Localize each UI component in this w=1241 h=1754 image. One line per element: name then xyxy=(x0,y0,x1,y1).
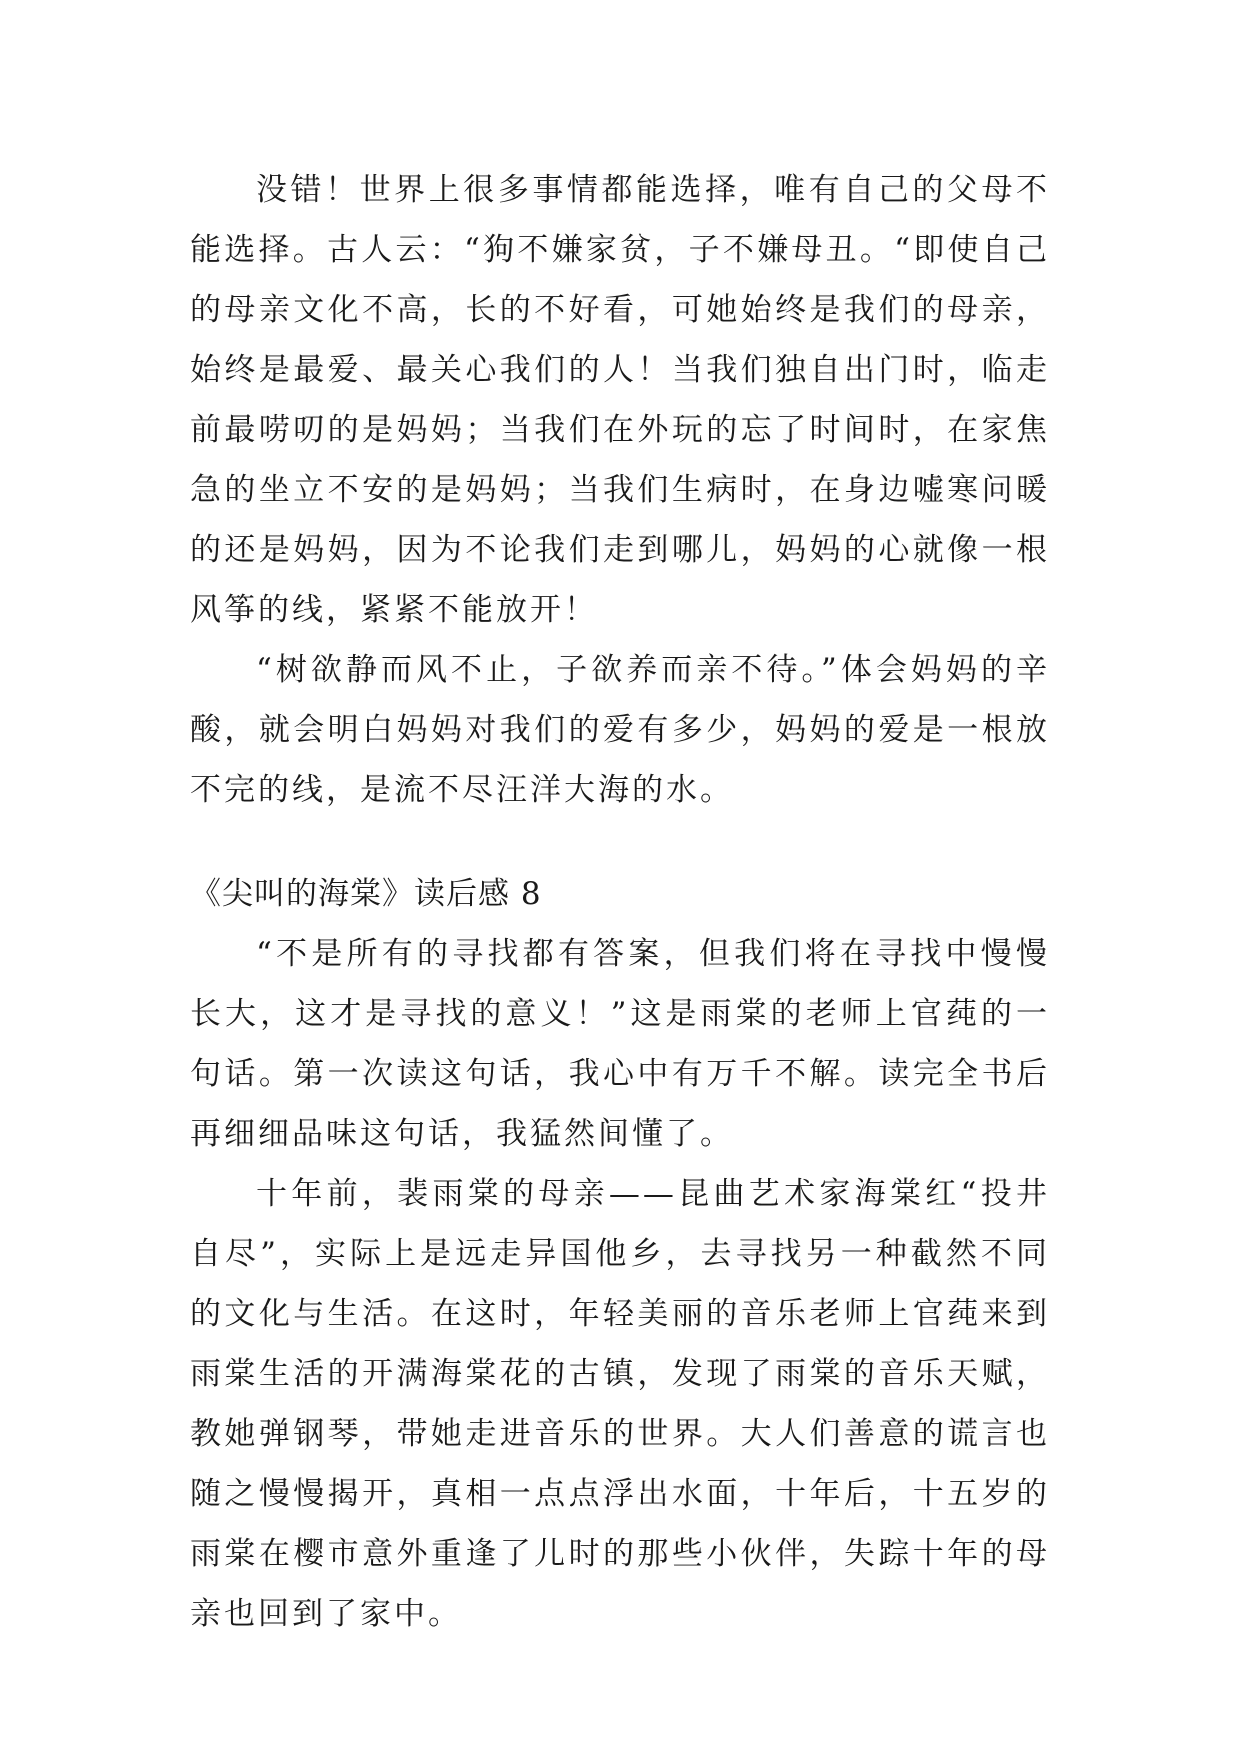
section-title: 《尖叫的海棠》读后感 8 xyxy=(190,876,542,912)
paragraph-ten-years-ago: 十年前，裴雨棠的母亲——昆曲艺术家海棠红“投井自尽”，实际上是远走异国他乡，去寻找另一种截然不同的文化与生活。在这时，年轻美丽的音乐老师上官莼来到雨棠生活的开满海棠花的古镇，发现了雨棠的音乐天赋，教她弹钢琴，带她走进音乐的世界。大人们善意的谎言也随之慢慢揭开，真相一点点浮出水面，十年后，十五岁的雨棠在樱市意外重逢了儿时的那些小伙伴，失踪十年的母亲也回到了家中。 xyxy=(190,1176,1050,1632)
paragraph-searching: “不是所有的寻找都有答案，但我们将在寻找中慢慢长大，这才是寻找的意义！”这是雨棠的老师上官莼的一句话。第一次读这句话，我心中有万千不解。读完全书后再细细品味这句话，我猛然间懂了。 xyxy=(190,936,1050,1152)
document-body xyxy=(190,160,1050,1644)
paragraph-mother-choice: 没错！世界上很多事情都能选择，唯有自己的父母不能选择。古人云：“狗不嫌家贫，子不嫌母丑。“即使自己的母亲文化不高，长的不好看，可她始终是我们的母亲，始终是最爱、最关心我们的人！当我们独自出门时，临走前最唠叨的是妈妈；当我们在外玩的忘了时间时，在家焦急的坐立不安的是妈妈；当我们生病时，在身边嘘寒问暖的还是妈妈，因为不论我们走到哪儿，妈妈的心就像一根风筝的线，紧紧不能放开！ xyxy=(190,172,1050,628)
paragraph-tree-wind: “树欲静而风不止，子欲养而亲不待。”体会妈妈的辛酸，就会明白妈妈对我们的爱有多少，妈妈的爱是一根放不完的线，是流不尽汪洋大海的水。 xyxy=(190,652,1050,808)
